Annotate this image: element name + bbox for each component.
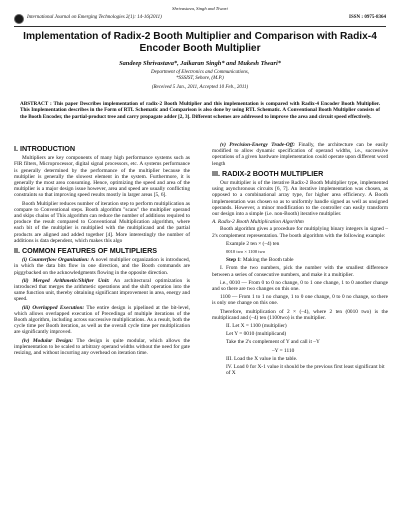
received-dates: (Received 5 Jan., 2011, Accepted 10 Feb., 2011) [151,85,249,90]
step-text: : Making the Booth table [240,257,294,264]
step-text-3: 1100 — From 1 to 1 no change, 1 to 0 one change, 0 to 0 no change, so there is only one change on this one. [212,294,388,307]
step-label: Step 1 [226,257,241,264]
abstract: ABSTRACT : This paper Describes implementation of radix-2 Booth Multiplier and this implementation is compared with Radix-4 Encoder Booth Multiplier. This Implementation describes in the Form of RTL Schematic and Comparison is also done by using RTL Schematic. A Conventional Booth Multiplier consists of the Booth Encoder, the partial-product tree and carry propagate adder [2, 3]. Different schemes are addressed to improve the area and circuit speed effectively. [20,101,380,120]
step-text-6: Let Y = 0010 (multiplicand) [226,331,287,338]
feature-label: (iv) Modular Design: [22,337,73,344]
intro-paragraph-1: Multipliers are key components of many high performance systems such as FIR filters, Microprocessor, digital signal processors, etc. A systems performance is generally determined by the performance of the multiplier because the multiplier is generally the slowest element in the system. Furthermore, it is generally the most area consuming. Hence, optimizing the speed and area of the multiplier is a major design issue however, area and speed are usually conflicting constraints so that improving speed results mostly in larger areas [5, 6]. [14,155,190,199]
algorithm-paragraph: Booth algorithm gives a procedure for multiplying binary integers in signed –2's complement representation. The booth algorithm with the following example: [212,226,388,239]
radix2-paragraph: Our multiplier is of the iterative Radix-2 Booth Multiplier type, implemented using asynchronous circuits [6, 7]. An iterative implementation was chosen, as opposed to a combinational array type, for higher area efficiency. A Booth implementation was chosen so as to uniformly handle signed as well as unsigned operands. However, a minor modification to the controller can easily transform our design into a simple (i.e. non-Booth) iterative multiplier. [212,180,388,218]
issn-label: ISSN : 0975-8364 [349,15,386,20]
feature-text: Finally, the architecture can be easily modified to allow dynamic specification of operand widths, i.e., successive operations of a given hardware implementation could operate upon different word length [212,142,388,167]
affiliation-dept: Department of Electronics and Communications, [151,70,249,75]
feature-label: (iii) Overlapped Execution: [22,304,85,311]
feature-text: The entire design is pipelined at the bit-level, which allows overlapped execution of Precedinga of multiple iterations of the Booth algorithm, including across successive multiplications. As a result, both the cycle time per Booth iteration, as well as the overall cycle time per multiplication are significantly improved. [14,304,190,336]
header-rule [14,26,386,27]
feature-label: (ii) Merged Arithmetic/Shifter Unit: [22,277,110,284]
section-heading-radix2: III. RADIX-2 BOOTH MULTIPLIER [212,168,324,178]
feature-label: (v) Precision-Energy Trade-Off: [220,142,295,148]
example-line: Example 2 ten × (–4) ten [226,240,280,247]
step-text-9: III. Load the X value in the table. [226,355,298,362]
feature-counterflow [14,257,190,276]
step-text-5: II. Let X = 1100 (multiplier) [226,323,287,330]
step-text-8: –Y = 1110 [272,347,295,354]
paper-title: Implementation of Radix-2 Booth Multiplier and Comparison with Radix-4 Encoder Booth Multiplier [23,31,377,54]
left-column [14,142,190,358]
subsection-heading: A. Radix-2 Booth Multiplication Algorithm [212,219,304,226]
step-text-2: i.e., 0010 — From 0 to 0 no change, 0 to 1 one change, 1 to 0 another change and so there are two changes on this one. [212,279,388,293]
feature-text: The design is quite modular, which allows the implementation to be scaled to arbitrary operand widths without the need for gate resizing, and without incurring any overhead on iteration time. [14,337,191,357]
journal-citation: International Journal on Emerging Technologies 2(1): 14-16(2011) [27,15,162,20]
journal-header [14,14,386,24]
section-heading-common-features: II. COMMON FEATURES OF MULTIPLIERS [14,246,158,256]
section-heading-introduction: I. INTRODUCTION [14,144,76,153]
paper-authors: Sandeep Shrivastava*, Jaikaran Singh* and Mukesh Tiwari* [119,60,281,67]
feature-overlapped [14,305,190,336]
intro-paragraph-2: Booth Multiplier reduces number of iteration step to perform multiplication as compare to Conventional steps. Booth algorithm "scans" the multiplier operand and skips chains of This algorithm can reduce the number of additions required to produce the result compared to Conventional Multiplication algorithm, where each bit of the multiplier is multiplied with the multiplicand and the partial products are aligned and added together [4]. More interestingly the number of additions is data dependent, which makes this algo [14,200,190,244]
feature-precision-energy [212,142,388,167]
feature-text: An architectural optimization is introduced that merges the arithmetic operations and the shift operation into the same function unit, thereby obtaining significant improvement in area, energy and speed. [14,277,191,303]
step-text-7: Take the 2's complement of Y and call it –Y [226,339,320,346]
feature-merged-unit [14,278,190,303]
step-1 [226,257,388,263]
journal-logo-icon [14,14,24,24]
step-text-4: Therefore, multiplication of 2 × (–4), where 2 ten (0010 two) is the multiplicand and (–4) ten (1100two) is the multiplier. [212,308,388,321]
right-column [212,142,388,379]
step-text-1: I. From the two numbers, pick the number with the smallest difference between a series of consecutive numbers, and make it a multiplier. [212,265,388,278]
feature-label: (i) Counterflow Organization: [22,257,90,264]
step-text-10: IV. Load 0 for X-1 value it should be the previous first least significant bit of X [226,364,385,377]
running-head: Shrivastava, Singh and Tiwari [172,6,228,11]
affiliation-institute: *SSSIST, Sehore, (M.P.) [176,76,224,81]
feature-modular [14,338,190,357]
feature-text: A novel multiplier organization is introduced, in which the data bits flow in one direction, and the Booth commands are piggybacked on the acknowledgments flowing in the opposite direction. [14,257,190,276]
example-binary: 0010 two × 1100 two [226,249,266,255]
